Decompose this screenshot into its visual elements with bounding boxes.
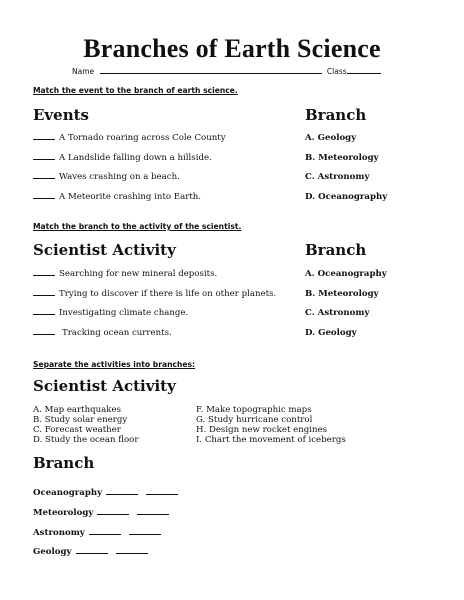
answer-blank[interactable]: [33, 295, 55, 296]
activity-item: A. Map earthquakes: [33, 405, 121, 415]
event-text: A Tornado roaring across Cole County: [59, 133, 226, 143]
section2-instruction: Match the branch to the activity of the scientist.: [33, 222, 242, 231]
name-line[interactable]: [100, 73, 322, 74]
branch-field-row: [33, 488, 178, 498]
activity-item: H. Design new rocket engines: [196, 425, 328, 435]
branch-field-label: Oceanography: [33, 488, 103, 498]
activity-item: C. Forecast weather: [33, 425, 121, 435]
activity-item: I. Chart the movement of icebergs: [196, 435, 346, 445]
class-label: Class: [326, 67, 347, 76]
branch-field-label: Astronomy: [33, 528, 85, 538]
section1-instruction: Match the event to the branch of earth science.: [33, 86, 238, 95]
activity-row: [33, 308, 188, 318]
event-row: [33, 133, 226, 143]
worksheet-title: Branches of Earth Science: [83, 34, 381, 63]
activity-item: D. Study the ocean floor: [33, 435, 139, 445]
activity-row: [33, 328, 172, 338]
event-row: [33, 153, 212, 163]
activity-text: Searching for new mineral deposits.: [59, 269, 218, 279]
branch-heading-1: Branch: [305, 106, 367, 124]
branch-option: D. Geology: [305, 328, 357, 338]
class-line[interactable]: [347, 73, 381, 74]
events-heading: Events: [33, 106, 89, 124]
branch-field-row: [33, 528, 161, 538]
answer-blank[interactable]: [33, 275, 55, 276]
name-class-row: [72, 67, 381, 76]
event-row: [33, 172, 180, 182]
answer-line[interactable]: [106, 494, 138, 495]
branch-option: B. Meteorology: [305, 289, 379, 299]
branch-heading-3: Branch: [33, 454, 95, 472]
answer-blank[interactable]: [33, 178, 55, 179]
activity-text: Tracking ocean currents.: [62, 328, 172, 338]
answer-line[interactable]: [146, 494, 178, 495]
branch-field-row: [33, 508, 169, 518]
answer-line[interactable]: [89, 534, 121, 535]
activity-item: G. Study hurricane control: [196, 415, 313, 425]
branch-option: A. Geology: [305, 133, 357, 143]
answer-line[interactable]: [116, 553, 148, 554]
activity-item: F. Make topographic maps: [196, 405, 312, 415]
answer-line[interactable]: [97, 514, 129, 515]
answer-blank[interactable]: [33, 314, 55, 315]
answer-blank[interactable]: [33, 159, 55, 160]
branch-heading-2: Branch: [305, 241, 367, 259]
section3-instruction: Separate the activities into branches:: [33, 360, 196, 369]
answer-line[interactable]: [129, 534, 161, 535]
event-text: Waves crashing on a beach.: [59, 172, 180, 182]
answer-blank[interactable]: [33, 334, 55, 335]
answer-line[interactable]: [137, 514, 169, 515]
branch-option: A. Oceanography: [305, 269, 387, 279]
event-row: [33, 192, 201, 202]
scientist-activity-heading-1: Scientist Activity: [33, 241, 176, 259]
event-text: A Landslide falling down a hillside.: [59, 153, 212, 163]
branch-field-row: [33, 547, 148, 557]
activity-text: Investigating climate change.: [59, 308, 189, 318]
activity-item: B. Study solar energy: [33, 415, 128, 425]
branch-option: B. Meteorology: [305, 153, 379, 163]
scientist-activity-heading-2: Scientist Activity: [33, 377, 176, 395]
branch-option: D. Oceanography: [305, 192, 388, 202]
activity-row: [33, 269, 217, 279]
branch-option: C. Astronomy: [305, 172, 370, 182]
branch-option: C. Astronomy: [305, 308, 370, 318]
answer-blank[interactable]: [33, 198, 55, 199]
answer-line[interactable]: [76, 553, 108, 554]
branch-field-label: Geology: [33, 547, 72, 557]
event-text: A Meteorite crashing into Earth.: [59, 192, 202, 202]
answer-blank[interactable]: [33, 139, 55, 140]
name-label: Name: [72, 67, 95, 76]
activity-row: [33, 289, 276, 299]
branch-field-label: Meteorology: [33, 508, 94, 518]
activity-text: Trying to discover if there is life on other planets.: [59, 289, 277, 299]
